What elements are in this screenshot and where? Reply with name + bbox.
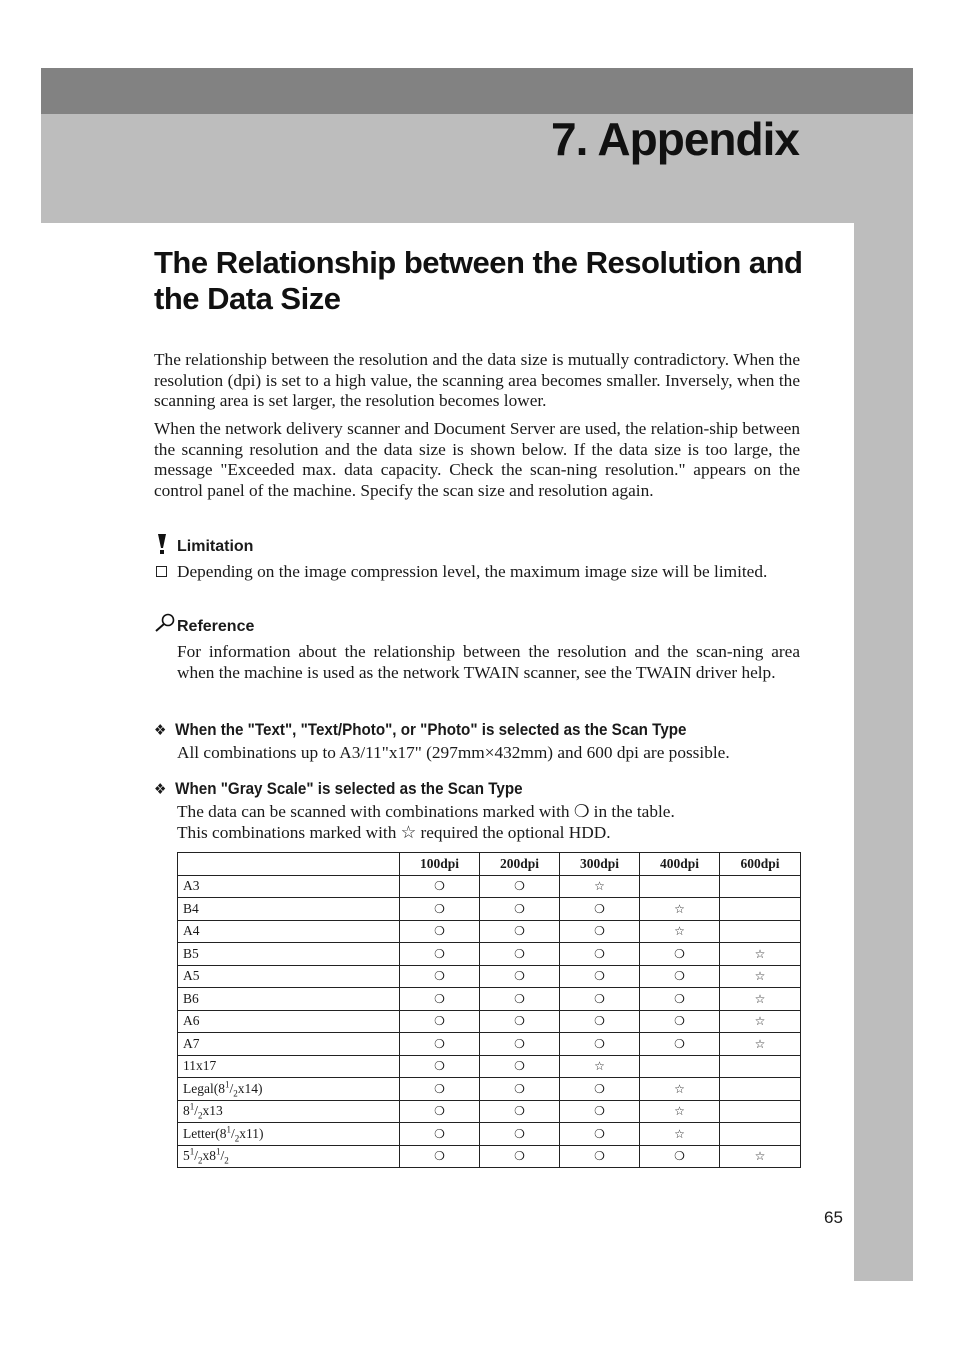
limitation-text: Depending on the image compression level, the maximum image size will be limited. [177,562,768,581]
mark-cell: ❍ [640,1033,720,1056]
mark-cell: ☆ [720,943,801,966]
mark-cell: ❍ [400,898,480,921]
paper-size-cell: A7 [178,1033,400,1056]
mark-cell: ❍ [400,1033,480,1056]
mark-cell: ❍ [400,988,480,1011]
mark-cell: ☆ [640,920,720,943]
mark-cell: ❍ [560,988,640,1011]
mark-cell [640,1055,720,1078]
network-paragraph: When the network delivery scanner and Document Server are used, the relation-ship between the scanning resolution and the data size is shown below. If the data size is too large, the message "Exceeded max. data capacity. Check the scan-ning resolution." appears on the control panel of the machine. Specify the scan size and resolution again. [154,419,800,500]
mark-cell: ☆ [720,988,801,1011]
side-tab-bar [854,223,913,1281]
column-header: 200dpi [480,853,560,876]
mark-cell [720,920,801,943]
mark-cell: ❍ [400,965,480,988]
reference-text: For information about the relationship between the resolution and the scan-ning area when the machine is used as the network TWAIN scanner, see the TWAIN driver help. [177,642,800,682]
mark-cell: ❍ [480,898,560,921]
mark-cell [720,875,801,898]
mark-cell: ❍ [480,1010,560,1033]
mark-cell [720,1123,801,1146]
mark-cell: ❍ [560,1033,640,1056]
mark-cell: ❍ [400,1100,480,1123]
paper-size-cell: $Letter(8^1/_2x11)$ [178,1123,400,1146]
column-header: 100dpi [400,853,480,876]
mark-cell: ☆ [720,1010,801,1033]
mark-cell: ❍ [560,1100,640,1123]
mark-cell [720,1100,801,1123]
table-row [178,1010,801,1033]
table-row [178,965,801,988]
mark-cell: ☆ [720,965,801,988]
paper-size-cell: B6 [178,988,400,1011]
mark-cell: ❍ [560,1010,640,1033]
table-row [178,943,801,966]
paper-size-cell: $5^1/_2x8^1/_2$ [178,1145,400,1168]
mark-cell: ❍ [640,943,720,966]
mark-cell: ❍ [480,920,560,943]
mark-cell: ☆ [640,1100,720,1123]
mark-cell: ❍ [400,920,480,943]
limitation-icon [155,533,169,555]
table-row [178,875,801,898]
header-band-dark [41,68,913,114]
mark-cell: ❍ [400,943,480,966]
paper-size-cell: A3 [178,875,400,898]
mark-cell: ❍ [560,1145,640,1168]
mark-cell [720,1078,801,1101]
mark-cell: ❍ [480,943,560,966]
intro-paragraph: The relationship between the resolution and the data size is mutually contradictory. When the resolution (dpi) is set to a high value, the scanning area becomes smaller. Inversely, when the scanning area is set larger, the resolution becomes lower. [154,350,800,410]
paper-size-cell: A6 [178,1010,400,1033]
mark-cell: ☆ [640,1078,720,1101]
table-row [178,988,801,1011]
paper-size-cell: B5 [178,943,400,966]
scan-type-gray-heading: ❖ When "Gray Scale" is selected as the Scan Type [154,780,523,798]
mark-cell [720,1055,801,1078]
mark-cell: ❍ [560,920,640,943]
mark-cell: ☆ [640,1123,720,1146]
paper-size-cell: A4 [178,920,400,943]
diamond-icon: ❖ [154,781,167,798]
magnifier-icon [154,613,176,633]
mark-cell: ❍ [480,1145,560,1168]
mark-cell: ❍ [400,1123,480,1146]
paper-size-cell: 11x17 [178,1055,400,1078]
mark-cell: ❍ [400,1055,480,1078]
scan-type-text-heading: ❖ When the "Text", "Text/Photo", or "Photo" is selected as the Scan Type [154,721,687,739]
mark-cell [640,875,720,898]
chapter-title: 7. Appendix [551,113,799,165]
mark-cell: ❍ [400,1145,480,1168]
mark-cell: ❍ [560,965,640,988]
mark-cell: ❍ [400,1078,480,1101]
mark-cell: ❍ [560,943,640,966]
mark-cell: ☆ [720,1033,801,1056]
mark-cell: ❍ [480,1033,560,1056]
resolution-table [177,852,801,1168]
mark-cell: ❍ [560,898,640,921]
gray-scale-line2: This combinations marked with ☆ required the optional HDD. [177,823,611,842]
mark-cell: ❍ [480,1078,560,1101]
table-header-blank [178,853,400,876]
table-row [178,1055,801,1078]
column-header: 600dpi [720,853,801,876]
table-row [178,1100,801,1123]
paper-size-cell: B4 [178,898,400,921]
section-title: The Relationship between the Resolution and the Data Size [154,245,803,316]
mark-cell: ❍ [480,1100,560,1123]
column-header: 400dpi [640,853,720,876]
table-row [178,1145,801,1168]
mark-cell: ❍ [400,875,480,898]
paper-size-cell: A5 [178,965,400,988]
table-row [178,1078,801,1101]
table-row [178,920,801,943]
mark-cell: ❍ [480,875,560,898]
column-header: 300dpi [560,853,640,876]
scan-type-text-body: All combinations up to A3/11"x17" (297mm×432mm) and 600 dpi are possible. [177,743,730,762]
table-row [178,1033,801,1056]
mark-cell: ❍ [640,1145,720,1168]
mark-cell: ☆ [720,1145,801,1168]
paper-size-cell: $8^1/_2x13$ [178,1100,400,1123]
table-body [178,875,801,1168]
gray-scale-line1: The data can be scanned with combinations marked with ❍ in the table. [177,802,675,821]
table-row [178,898,801,921]
diamond-icon: ❖ [154,722,167,739]
paper-size-cell: $Legal(8^1/_2x14)$ [178,1078,400,1101]
mark-cell: ☆ [560,875,640,898]
table-header-row [178,853,801,876]
table-row [178,1123,801,1146]
mark-cell: ❍ [640,988,720,1011]
mark-cell: ☆ [640,898,720,921]
mark-cell: ☆ [560,1055,640,1078]
mark-cell: ❍ [560,1078,640,1101]
mark-cell: ❍ [480,988,560,1011]
mark-cell [720,898,801,921]
mark-cell: ❍ [640,965,720,988]
checkbox-icon [156,566,167,577]
mark-cell: ❍ [400,1010,480,1033]
mark-cell: ❍ [480,1123,560,1146]
mark-cell: ❍ [480,965,560,988]
mark-cell: ❍ [640,1010,720,1033]
page-number: 65 [824,1208,843,1227]
mark-cell: ❍ [560,1123,640,1146]
mark-cell: ❍ [480,1055,560,1078]
